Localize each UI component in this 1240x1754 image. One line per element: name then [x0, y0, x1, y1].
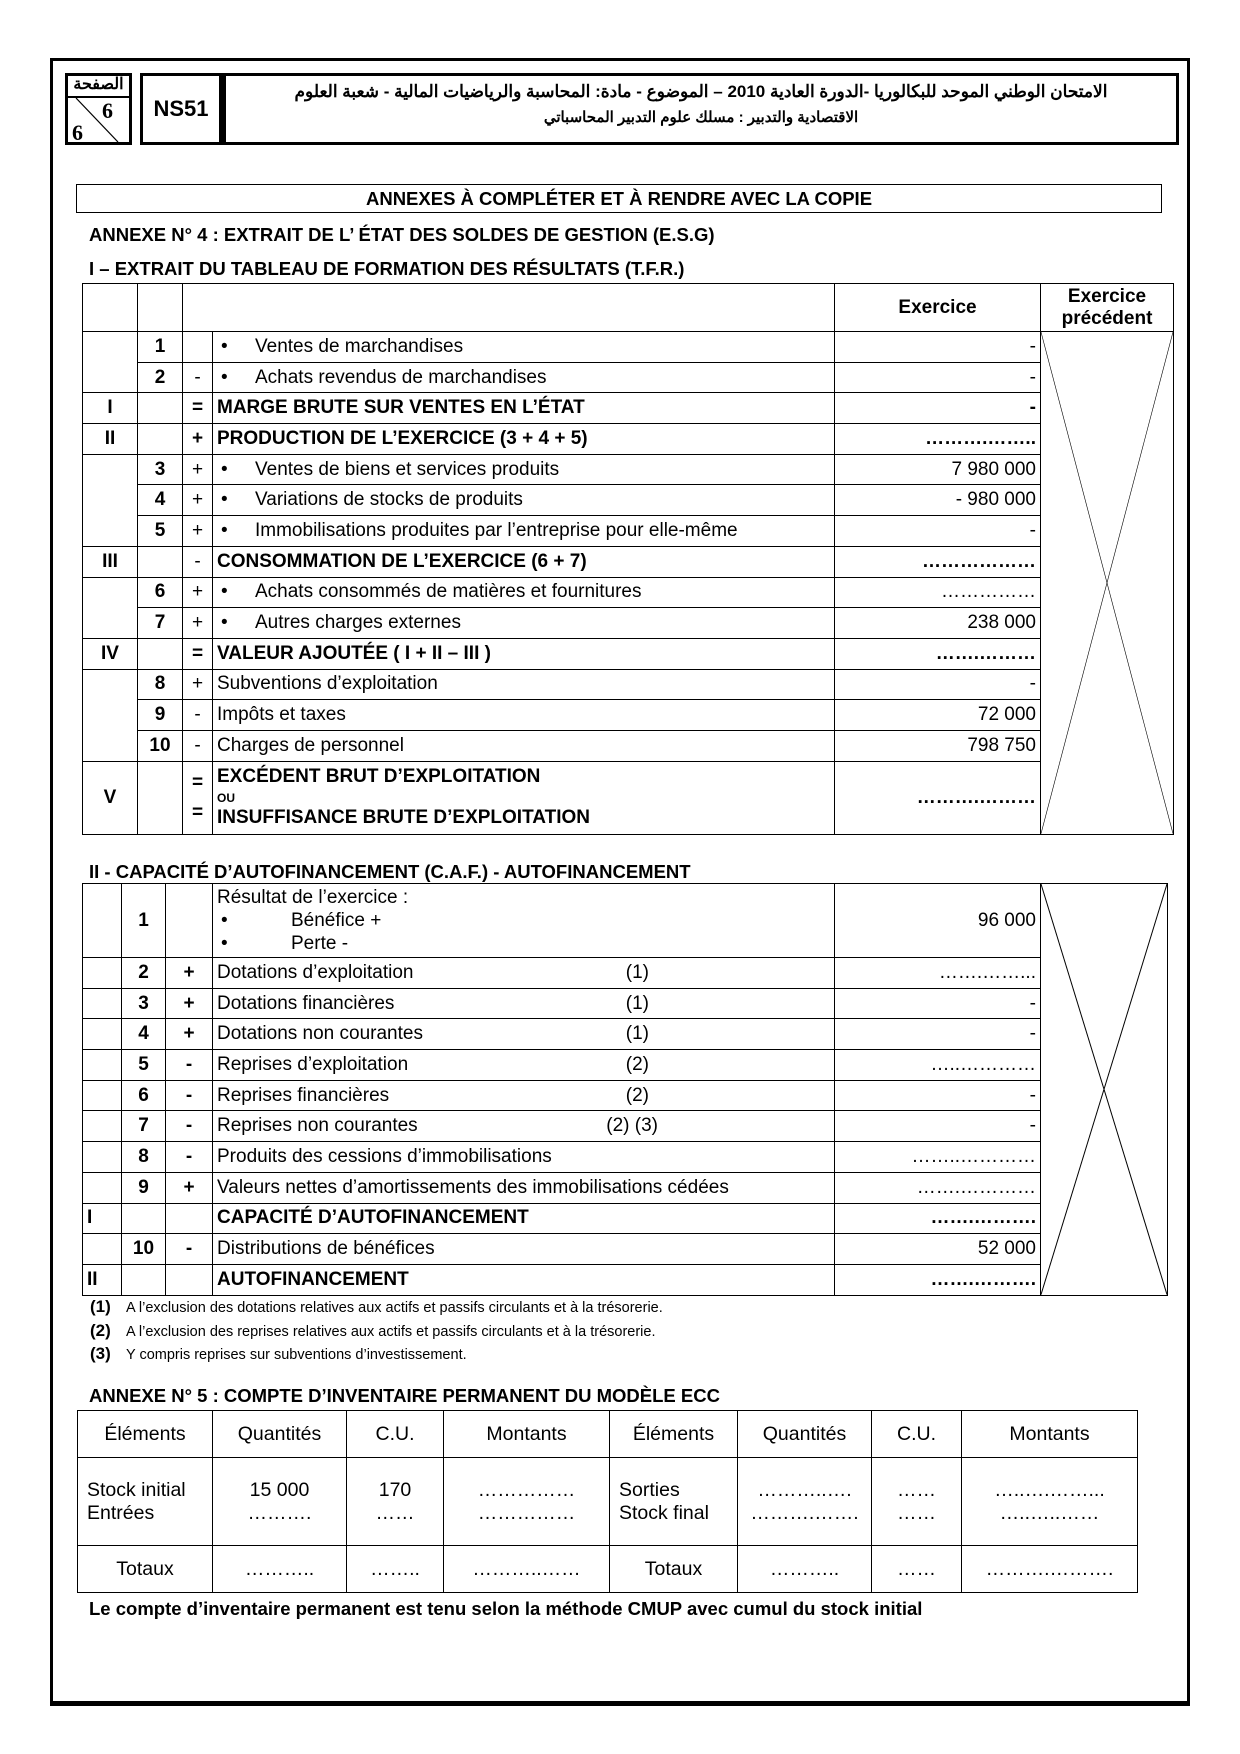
- row-label: [213, 608, 835, 639]
- row-number: [138, 761, 183, 834]
- bullet-icon: •: [221, 489, 228, 511]
- row-group-label: [83, 988, 122, 1019]
- inventory-cell: ……….: [213, 1502, 347, 1546]
- row-group-label: II: [83, 1264, 122, 1295]
- row-label: [213, 1264, 835, 1295]
- footnote-text: A l’exclusion des dotations relatives aux actifs et passifs circulants et à la trésorerie.: [126, 1300, 663, 1316]
- row-label-text: Produits des cessions d’immobilisations: [217, 1145, 552, 1167]
- row-number: 9: [122, 1172, 166, 1203]
- row-value: …..…………: [835, 1050, 1041, 1081]
- tfr-row-ebe: [83, 761, 1174, 834]
- row-sign: [166, 884, 213, 958]
- row-group-label: V: [83, 761, 138, 834]
- row-group-label: I: [83, 1203, 122, 1234]
- row-label-text: MARGE BRUTE SUR VENTES EN L’ÉTAT: [217, 397, 585, 419]
- column-header: C.U.: [347, 1411, 444, 1458]
- row-value: 7 980 000: [835, 454, 1041, 485]
- row-label: [213, 454, 835, 485]
- totals-cell: ………..: [213, 1546, 347, 1593]
- row-sign: +: [166, 1019, 213, 1050]
- row-label: [213, 1019, 835, 1050]
- inventory-cell: Sorties: [610, 1458, 738, 1502]
- row-sign: -: [183, 546, 213, 577]
- inventory-cell: ……: [872, 1458, 962, 1502]
- row-sign: +: [183, 608, 213, 639]
- row-group-label: [83, 1019, 122, 1050]
- row-label: [213, 988, 835, 1019]
- column-header: Montants: [444, 1411, 610, 1458]
- row-number: 5: [122, 1050, 166, 1081]
- bullet-icon: •: [221, 581, 228, 603]
- row-group-label: [83, 958, 122, 989]
- row-group-label: II: [83, 424, 138, 455]
- inventory-cell: 15 000: [213, 1458, 347, 1502]
- row-group-label: [83, 1172, 122, 1203]
- column-header: C.U.: [872, 1411, 962, 1458]
- row-label-text: Ventes de biens et services produits: [255, 458, 560, 480]
- totals-cell: ………..: [738, 1546, 872, 1593]
- row-value: -: [835, 1019, 1041, 1050]
- row-sign: -: [183, 730, 213, 761]
- row-label-text: Ventes de marchandises: [255, 335, 464, 357]
- row-label-text: Variations de stocks de produits: [255, 489, 523, 511]
- row-label-text: Distributions de bénéfices: [217, 1238, 435, 1260]
- row-value: …….………: [835, 638, 1041, 669]
- row-label-text: VALEUR AJOUTÉE ( I + II – III ): [217, 642, 491, 664]
- row-value: 798 750: [835, 730, 1041, 761]
- tfr-row: [83, 393, 1174, 424]
- footnote: [90, 1297, 663, 1317]
- row-number: [138, 546, 183, 577]
- caf-table: [82, 883, 1168, 1296]
- row-label-text: CONSOMMATION DE L’EXERCICE (6 + 7): [217, 550, 587, 572]
- bullet-icon: •: [221, 366, 228, 388]
- totals-cell: Totaux: [78, 1546, 213, 1593]
- row-group-label: [83, 332, 138, 393]
- row-value: …….…………: [835, 1172, 1041, 1203]
- column-header-prev-2: précédent: [1061, 307, 1153, 329]
- row-number: 7: [138, 608, 183, 639]
- row-value: -: [835, 1111, 1041, 1142]
- caf-row: [83, 1080, 1168, 1111]
- row-sign: =: [183, 638, 213, 669]
- row-label: [213, 884, 835, 958]
- row-number: 2: [122, 958, 166, 989]
- row-label: [213, 577, 835, 608]
- footnote: [90, 1321, 655, 1341]
- footnote-text: A l’exclusion des reprises relatives aux actifs et passifs circulants et à la trésorerie.: [126, 1323, 656, 1340]
- inventory-row: [78, 1502, 1138, 1546]
- row-label-text: Charges de personnel: [217, 734, 404, 756]
- caf-title: II - CAPACITÉ D’AUTOFINANCEMENT (C.A.F.) - AUTOFINANCEMENT: [89, 861, 691, 882]
- page-total: 6: [72, 120, 83, 145]
- row-number: 10: [138, 730, 183, 761]
- row-number: 2: [138, 362, 183, 393]
- tfr-row: [83, 454, 1174, 485]
- row-value: -: [835, 988, 1041, 1019]
- row-sign: -: [166, 1111, 213, 1142]
- footnote-ref: (1): [625, 1023, 649, 1045]
- row-label-text: Reprises d’exploitation: [217, 1053, 409, 1075]
- tfr-row: [83, 362, 1174, 393]
- row-sign: +: [183, 454, 213, 485]
- row-label: [213, 1080, 835, 1111]
- row-sign: +: [183, 577, 213, 608]
- row-label-text: Autres charges externes: [255, 612, 461, 634]
- totals-row: [78, 1546, 1138, 1593]
- row-number: 3: [122, 988, 166, 1019]
- inventory-account-table: [77, 1410, 1138, 1593]
- tfr-row: [83, 700, 1174, 731]
- header-row: [78, 1411, 1138, 1458]
- totals-cell: ………..……: [444, 1546, 610, 1593]
- row-number: 8: [138, 669, 183, 700]
- footnote: [90, 1344, 467, 1364]
- row-label-text: AUTOFINANCEMENT: [217, 1268, 409, 1290]
- bullet-icon: •: [221, 519, 228, 541]
- inventory-cell: Entrées: [78, 1502, 213, 1546]
- row-number: 1: [122, 884, 166, 958]
- inventory-cell: ……: [872, 1502, 962, 1546]
- caf-row: [83, 1142, 1168, 1173]
- row-sign: [183, 332, 213, 363]
- column-header-prev-1: Exercice: [1067, 285, 1147, 307]
- tfr-row: [83, 577, 1174, 608]
- row-sign: -: [166, 1080, 213, 1111]
- row-sign: -: [166, 1050, 213, 1081]
- row-sign: [183, 761, 213, 834]
- ibe-label: INSUFFISANCE BRUTE D’EXPLOITATION: [217, 807, 590, 829]
- row-value: ……..…………: [835, 1142, 1041, 1173]
- row-label: [213, 1050, 835, 1081]
- caf-row: [83, 1111, 1168, 1142]
- inventory-cell: …..….……...: [962, 1458, 1138, 1502]
- row-number: 9: [138, 700, 183, 731]
- row-label: [213, 669, 835, 700]
- row-value: ………………: [835, 546, 1041, 577]
- row-group-label: [83, 1234, 122, 1265]
- page-number: 6: [102, 98, 113, 123]
- or-label: OU: [217, 791, 235, 806]
- row-sign: +: [166, 1172, 213, 1203]
- totals-cell: Totaux: [610, 1546, 738, 1593]
- row-number: 6: [122, 1080, 166, 1111]
- row-label-text: Impôts et taxes: [217, 704, 346, 726]
- tfr-row: [83, 485, 1174, 516]
- row-value: …….……….: [835, 1264, 1041, 1295]
- row-sign: [166, 1264, 213, 1295]
- crossed-prev-column: [1041, 332, 1174, 835]
- row-sign: -: [183, 362, 213, 393]
- caf-row: [83, 884, 1168, 958]
- tfr-row: [83, 730, 1174, 761]
- footnote-text: Y compris reprises sur subventions d’investissement.: [126, 1347, 467, 1363]
- annexes-banner: ANNEXES À COMPLÉTER ET À RENDRE AVEC LA COPIE: [76, 184, 1162, 213]
- column-header-exercice: Exercice: [835, 284, 1041, 332]
- caf-row: [83, 988, 1168, 1019]
- row-group-label: [83, 1142, 122, 1173]
- tfr-row: [83, 669, 1174, 700]
- row-sign: =: [183, 393, 213, 424]
- row-sign: +: [183, 424, 213, 455]
- row-label-text: PRODUCTION DE L’EXERCICE (3 + 4 + 5): [217, 427, 588, 449]
- row-group-label: IV: [83, 638, 138, 669]
- row-label-text: Dotations d’exploitation: [217, 961, 414, 983]
- row-label-text: Subventions d’exploitation: [217, 673, 438, 695]
- row-value: - 980 000: [835, 485, 1041, 516]
- row-number: 5: [138, 516, 183, 547]
- row-number: 10: [122, 1234, 166, 1265]
- row-label-text: Achats revendus de marchandises: [255, 366, 547, 388]
- exam-title-box: [223, 73, 1179, 145]
- inventory-cell: Stock initial: [78, 1458, 213, 1502]
- row-number: [138, 638, 183, 669]
- row-value: 52 000: [835, 1234, 1041, 1265]
- row-number: 4: [138, 485, 183, 516]
- caf-row: [83, 1050, 1168, 1081]
- row-value: 72 000: [835, 700, 1041, 731]
- footnote-ref: (1): [625, 961, 649, 983]
- tfr-row: [83, 638, 1174, 669]
- tfr-row: [83, 424, 1174, 455]
- footnote-ref: (2): [625, 1084, 649, 1106]
- row-sign: -: [183, 700, 213, 731]
- ebe-label: EXCÉDENT BRUT D’EXPLOITATION: [217, 766, 541, 788]
- row-label: [213, 485, 835, 516]
- row-label: [213, 424, 835, 455]
- tfr-row: [83, 546, 1174, 577]
- row-value: -: [835, 669, 1041, 700]
- row-number: [122, 1203, 166, 1234]
- footnote-mark: (3): [90, 1344, 111, 1363]
- footnote-mark: (1): [90, 1297, 111, 1316]
- loss-label: Perte -: [291, 933, 349, 954]
- inventory-cell: 170: [347, 1458, 444, 1502]
- row-group-label: [83, 1050, 122, 1081]
- caf-row: [83, 1019, 1168, 1050]
- tfr-row: [83, 332, 1174, 363]
- inventory-cell: ……: [347, 1502, 444, 1546]
- row-value: -: [835, 362, 1041, 393]
- row-sign: +: [166, 988, 213, 1019]
- row-sign: +: [183, 485, 213, 516]
- row-label-text: Dotations financières: [217, 992, 395, 1014]
- row-group-label: [83, 577, 138, 638]
- row-label: [213, 958, 835, 989]
- column-header: Quantités: [213, 1411, 347, 1458]
- footnote-ref: (2) (3): [606, 1115, 658, 1137]
- result-label: Résultat de l’exercice :: [217, 887, 409, 908]
- row-label: [213, 1111, 835, 1142]
- caf-row: [83, 1234, 1168, 1265]
- row-label: [213, 1142, 835, 1173]
- tfr-row: [83, 516, 1174, 547]
- row-value: 96 000: [835, 884, 1041, 958]
- row-number: 1: [138, 332, 183, 363]
- sign-eq: =: [191, 801, 204, 823]
- footnote-ref: (2): [625, 1053, 649, 1075]
- footnote-mark: (2): [90, 1320, 111, 1340]
- row-label: [213, 700, 835, 731]
- sign-eq: =: [191, 771, 204, 793]
- row-label-text: Dotations non courantes: [217, 1023, 423, 1045]
- tfr-table: [82, 283, 1174, 835]
- row-value: …….……….: [835, 1203, 1041, 1234]
- row-value: 238 000: [835, 608, 1041, 639]
- inventory-cell: Stock final: [610, 1502, 738, 1546]
- row-number: 4: [122, 1019, 166, 1050]
- page-number-box: [65, 73, 132, 145]
- exam-title-line1: الامتحان الوطني الموحد للبكالوريا -الدورة العادية 2010 – الموضوع - مادة: المحاسبة والرياضيات المالية - شعبة العلوم: [294, 82, 1108, 101]
- row-value: -: [835, 516, 1041, 547]
- row-value: ……….……..: [835, 424, 1041, 455]
- tfr-row: [83, 608, 1174, 639]
- row-label-text: Reprises non courantes: [217, 1115, 418, 1137]
- row-value: -: [835, 393, 1041, 424]
- row-label: [213, 362, 835, 393]
- exam-code: NS51: [140, 73, 224, 145]
- footnote-ref: (1): [625, 992, 649, 1014]
- bullet-icon: •: [221, 335, 228, 357]
- annexe4-title: ANNEXE N° 4 : EXTRAIT DE L’ ÉTAT DES SOLDES DE GESTION (E.S.G): [89, 224, 715, 245]
- inventory-row: [78, 1458, 1138, 1502]
- column-header: Éléments: [78, 1411, 213, 1458]
- row-sign: +: [166, 958, 213, 989]
- row-label: [213, 1172, 835, 1203]
- column-header: Éléments: [610, 1411, 738, 1458]
- row-group-label: [83, 454, 138, 546]
- row-value: …….……...: [835, 958, 1041, 989]
- row-group-label: [83, 1111, 122, 1142]
- row-group-label: III: [83, 546, 138, 577]
- row-number: 3: [138, 454, 183, 485]
- row-number: 6: [138, 577, 183, 608]
- tfr-title: I – EXTRAIT DU TABLEAU DE FORMATION DES RÉSULTATS (T.F.R.): [89, 258, 685, 279]
- row-label-text: Reprises financières: [217, 1084, 390, 1106]
- row-sign: -: [166, 1234, 213, 1265]
- row-label-text: CAPACITÉ D’AUTOFINANCEMENT: [217, 1207, 529, 1229]
- row-label: [213, 516, 835, 547]
- row-value: -: [835, 332, 1041, 363]
- inventory-cell: …..…..……: [962, 1502, 1138, 1546]
- row-sign: [166, 1203, 213, 1234]
- row-value: ……….………: [835, 761, 1041, 834]
- row-label: [213, 638, 835, 669]
- row-number: 8: [122, 1142, 166, 1173]
- crossed-prev-column: [1041, 884, 1168, 1296]
- page-label: الصفحة: [68, 74, 129, 98]
- row-group-label: [83, 669, 138, 761]
- row-number: [138, 424, 183, 455]
- bullet-icon: •: [221, 458, 228, 480]
- column-header: Quantités: [738, 1411, 872, 1458]
- row-group-label: [83, 884, 122, 958]
- footer-note: Le compte d’inventaire permanent est tenu selon la méthode CMUP avec cumul du stock initial: [89, 1598, 923, 1619]
- bullet-icon: •: [221, 933, 228, 954]
- row-label-text: Achats consommés de matières et fournitures: [255, 581, 642, 603]
- row-group-label: [83, 1080, 122, 1111]
- cross-out-mark: [1041, 332, 1173, 834]
- totals-cell: ……….……….: [962, 1546, 1138, 1593]
- totals-cell: ……..: [347, 1546, 444, 1593]
- row-label: [213, 761, 835, 834]
- row-value: -: [835, 1080, 1041, 1111]
- annexe5-title: ANNEXE N° 5 : COMPTE D’INVENTAIRE PERMANENT DU MODÈLE ECC: [89, 1385, 720, 1406]
- column-header: Montants: [962, 1411, 1138, 1458]
- cross-out-mark: [1041, 884, 1167, 1295]
- row-label-text: Valeurs nettes d’amortissements des immobilisations cédées: [217, 1176, 729, 1198]
- inventory-cell: ……………: [444, 1458, 610, 1502]
- caf-row: [83, 958, 1168, 989]
- inventory-cell: ………..….: [738, 1458, 872, 1502]
- caf-row: [83, 1203, 1168, 1234]
- bullet-icon: •: [221, 612, 228, 634]
- totals-cell: ……: [872, 1546, 962, 1593]
- bullet-icon: •: [221, 910, 228, 931]
- caf-row: [83, 1264, 1168, 1295]
- row-label-text: Immobilisations produites par l’entreprise pour elle-même: [255, 519, 738, 541]
- row-number: [138, 393, 183, 424]
- row-sign: -: [166, 1142, 213, 1173]
- row-number: [122, 1264, 166, 1295]
- exam-title-line2: الاقتصادية والتدبير : مسلك علوم التدبير المحاسباتي: [543, 109, 859, 126]
- row-label: [213, 1234, 835, 1265]
- row-sign: +: [183, 669, 213, 700]
- row-label: [213, 332, 835, 363]
- row-label: [213, 546, 835, 577]
- inventory-cell: ……….…….: [738, 1502, 872, 1546]
- profit-label: Bénéfice +: [291, 910, 382, 931]
- inventory-cell: ……………: [444, 1502, 610, 1546]
- row-value: ……………: [835, 577, 1041, 608]
- row-label: [213, 393, 835, 424]
- row-label: [213, 1203, 835, 1234]
- row-sign: +: [183, 516, 213, 547]
- caf-row: [83, 1172, 1168, 1203]
- row-label: [213, 730, 835, 761]
- row-group-label: I: [83, 393, 138, 424]
- row-number: 7: [122, 1111, 166, 1142]
